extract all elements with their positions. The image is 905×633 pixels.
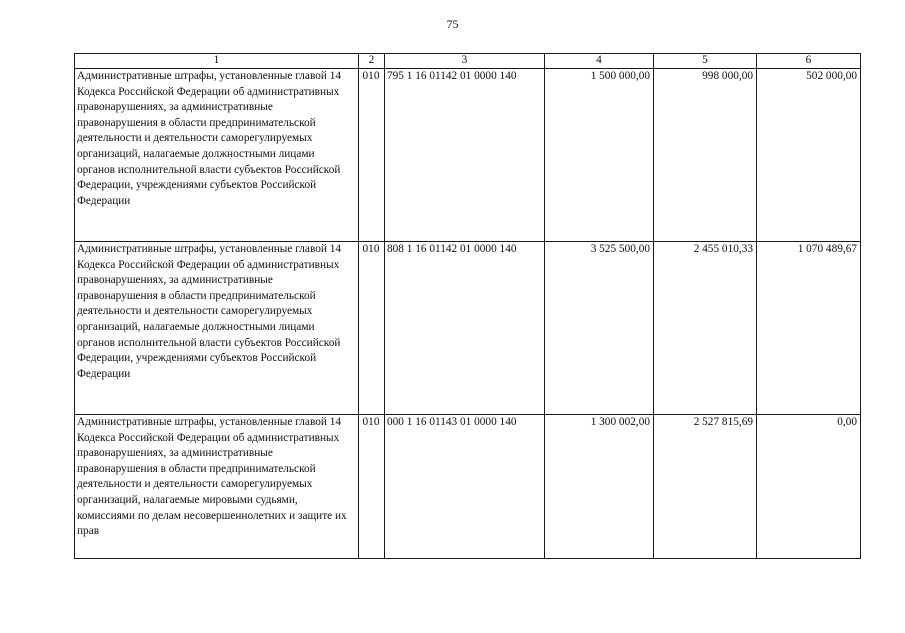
row-executed: 998 000,00 [654,69,757,242]
table-header [75,54,861,69]
row-unexecuted: 0,00 [757,415,861,559]
row-code: 010 [359,415,385,559]
row-kbk: 795 1 16 01142 01 0000 140 [385,69,545,242]
row-kbk: 000 1 16 01143 01 0000 140 [385,415,545,559]
row-approved: 1 500 000,00 [545,69,654,242]
row-name: Административные штрафы, установленные главой 14 Кодекса Российской Федерации об административных правонарушениях, за административные правонарушения в области предпринимательской деятельности и деятельности саморегулируемых организаций, налагаемые должностными лицами органов исполнительной власти субъектов Российской Федерации, учреждениями субъектов Российской Федерации [75,242,359,415]
row-unexecuted: 502 000,00 [757,69,861,242]
budget-table [74,53,861,559]
row-code: 010 [359,242,385,415]
header-col-4: 4 [545,54,654,69]
row-approved: 3 525 500,00 [545,242,654,415]
header-col-3: 3 [385,54,545,69]
row-executed: 2 455 010,33 [654,242,757,415]
header-col-1: 1 [75,54,359,69]
row-approved: 1 300 002,00 [545,415,654,559]
row-code: 010 [359,69,385,242]
table-body [75,69,861,559]
table-row [75,69,861,242]
row-unexecuted: 1 070 489,67 [757,242,861,415]
header-row [75,54,861,69]
table-row [75,415,861,559]
header-col-6: 6 [757,54,861,69]
row-name: Административные штрафы, установленные главой 14 Кодекса Российской Федерации об административных правонарушениях, за административные правонарушения в области предпринимательской деятельности и деятельности саморегулируемых организаций, налагаемые мировыми судьями, комиссиями по делам несовершеннолетних и защите их прав [75,415,359,559]
page-number: 75 [446,17,459,31]
row-kbk: 808 1 16 01142 01 0000 140 [385,242,545,415]
row-name: Административные штрафы, установленные главой 14 Кодекса Российской Федерации об административных правонарушениях, за административные правонарушения в области предпринимательской деятельности и деятельности саморегулируемых организаций, налагаемые должностными лицами органов исполнительной власти субъектов Российской Федерации, учреждениями субъектов Российской Федерации [75,69,359,242]
header-col-2: 2 [359,54,385,69]
header-col-5: 5 [654,54,757,69]
table-row [75,242,861,415]
row-executed: 2 527 815,69 [654,415,757,559]
